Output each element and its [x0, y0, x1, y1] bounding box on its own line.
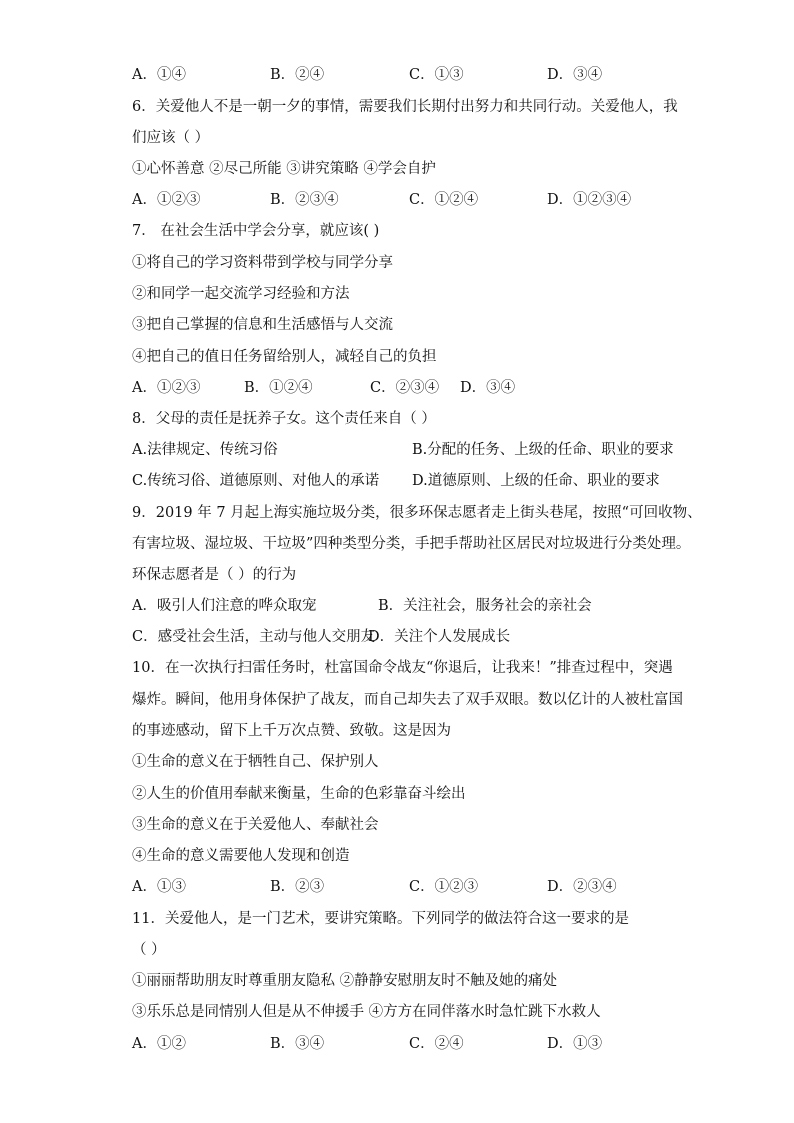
prev-question-options — [132, 65, 692, 85]
q11-statements-line2: ③乐乐总是同情别人但是从不伸援手 ④方方在同伴落水时急忙跳下水救人 — [132, 1004, 601, 1020]
option-c: C．①②③ — [409, 879, 479, 895]
q11-stem-line2: （ ） — [132, 942, 166, 958]
q8-stem: 8．父母的责任是抚养子女。这个责任来自（ ） — [132, 411, 436, 427]
q7-statement-2: ②和同学一起交流学习经验和方法 — [132, 286, 350, 302]
option-c: C．感受社会生活，主动与他人交朋友 — [132, 629, 376, 645]
q7-stem: 7． 在社会生活中学会分享，就应该( ) — [132, 223, 380, 239]
q9-stem-line1: 9．2019 年 7 月起上海实施垃圾分类，很多环保志愿者走上街头巷尾，按照“可回收物、 — [132, 505, 702, 521]
q10-statement-1: ①生命的意义在于牺牲自己、保护别人 — [132, 754, 379, 770]
option-b: B．②③ — [270, 879, 325, 895]
q9-options-row2 — [132, 627, 692, 647]
q8-options-row1 — [132, 440, 692, 460]
option-b: B．关注社会，服务社会的亲社会 — [378, 598, 592, 614]
q7-options — [132, 378, 692, 398]
q11-options — [132, 1034, 692, 1054]
q9-stem-line2: 有害垃圾、湿垃圾、干垃圾”四种类型分类，手把手帮助社区居民对垃圾进行分类处理。 — [132, 536, 691, 552]
q10-options — [132, 877, 692, 897]
option-a: A．①②③ — [132, 380, 201, 396]
option-b: B．③④ — [270, 1036, 325, 1052]
q6-stem-line2: 们应该（ ） — [132, 130, 210, 146]
q6-stem-line1: 6．关爱他人不是一朝一夕的事情，需要我们长期付出努力和共同行动。关爱他人，我 — [132, 99, 678, 115]
option-a: A.法律规定、传统习俗 — [132, 442, 278, 458]
q7-statement-4: ④把自己的值日任务留给别人，减轻自己的负担 — [132, 349, 437, 365]
option-c: C.传统习俗、道德原则、对他人的承诺 — [132, 473, 380, 489]
q9-options-row1 — [132, 596, 692, 616]
option-d: D.道德原则、上级的任命、职业的要求 — [412, 473, 660, 489]
option-a: A．①②③ — [132, 192, 201, 208]
option-a: A．①② — [132, 1036, 186, 1052]
option-a: A．①④ — [132, 67, 186, 83]
q9-stem-line3: 环保志愿者是（ ）的行为 — [132, 567, 297, 583]
option-d: D．①②③④ — [547, 192, 632, 208]
q7-statement-1: ①将自己的学习资料带到学校与同学分享 — [132, 255, 393, 271]
q11-stem-line1: 11．关爱他人，是一门艺术，要讲究策略。下列同学的做法符合这一要求的是 — [132, 911, 629, 927]
q11-statements-line1: ①丽丽帮助朋友时尊重朋友隐私 ②静静安慰朋友时不触及她的痛处 — [132, 973, 558, 989]
option-b: B．②④ — [270, 67, 325, 83]
q10-statement-4: ④生命的意义需要他人发现和创造 — [132, 848, 350, 864]
option-a: A．吸引人们注意的哗众取宠 — [132, 598, 317, 614]
option-d: D．①③ — [547, 1036, 603, 1052]
q6-options — [132, 190, 692, 210]
option-c: C．①③ — [409, 67, 464, 83]
option-c: C．②③④ — [370, 380, 440, 396]
q10-statement-3: ③生命的意义在于关爱他人、奉献社会 — [132, 817, 379, 833]
option-b: B.分配的任务、上级的任命、职业的要求 — [412, 442, 674, 458]
option-b: B．②③④ — [270, 192, 339, 208]
option-d: D．③④ — [460, 380, 516, 396]
q7-statement-3: ③把自己掌握的信息和生活感悟与人交流 — [132, 317, 393, 333]
option-c: C．①②④ — [409, 192, 479, 208]
option-d: D．②③④ — [547, 879, 617, 895]
q10-stem-line1: 10．在一次执行扫雷任务时，杜富国命令战友“你退后，让我来！”排查过程中，突遇 — [132, 660, 673, 676]
q10-stem-line2: 爆炸。瞬间，他用身体保护了战友，而自己却失去了双手双眼。数以亿计的人被杜富国 — [132, 692, 683, 708]
option-a: A．①③ — [132, 879, 186, 895]
q8-options-row2 — [132, 471, 692, 491]
option-b: B．①②④ — [244, 380, 313, 396]
q6-statements: ①心怀善意 ②尽己所能 ③讲究策略 ④学会自护 — [132, 161, 436, 177]
option-d: D．关注个人发展成长 — [368, 629, 511, 645]
option-d: D．③④ — [547, 67, 603, 83]
q10-statement-2: ②人生的价值用奉献来衡量，生命的色彩靠奋斗绘出 — [132, 786, 466, 802]
option-c: C．②④ — [409, 1036, 464, 1052]
q10-stem-line3: 的事迹感动，留下上千万次点赞、致敬。这是因为 — [132, 723, 451, 739]
